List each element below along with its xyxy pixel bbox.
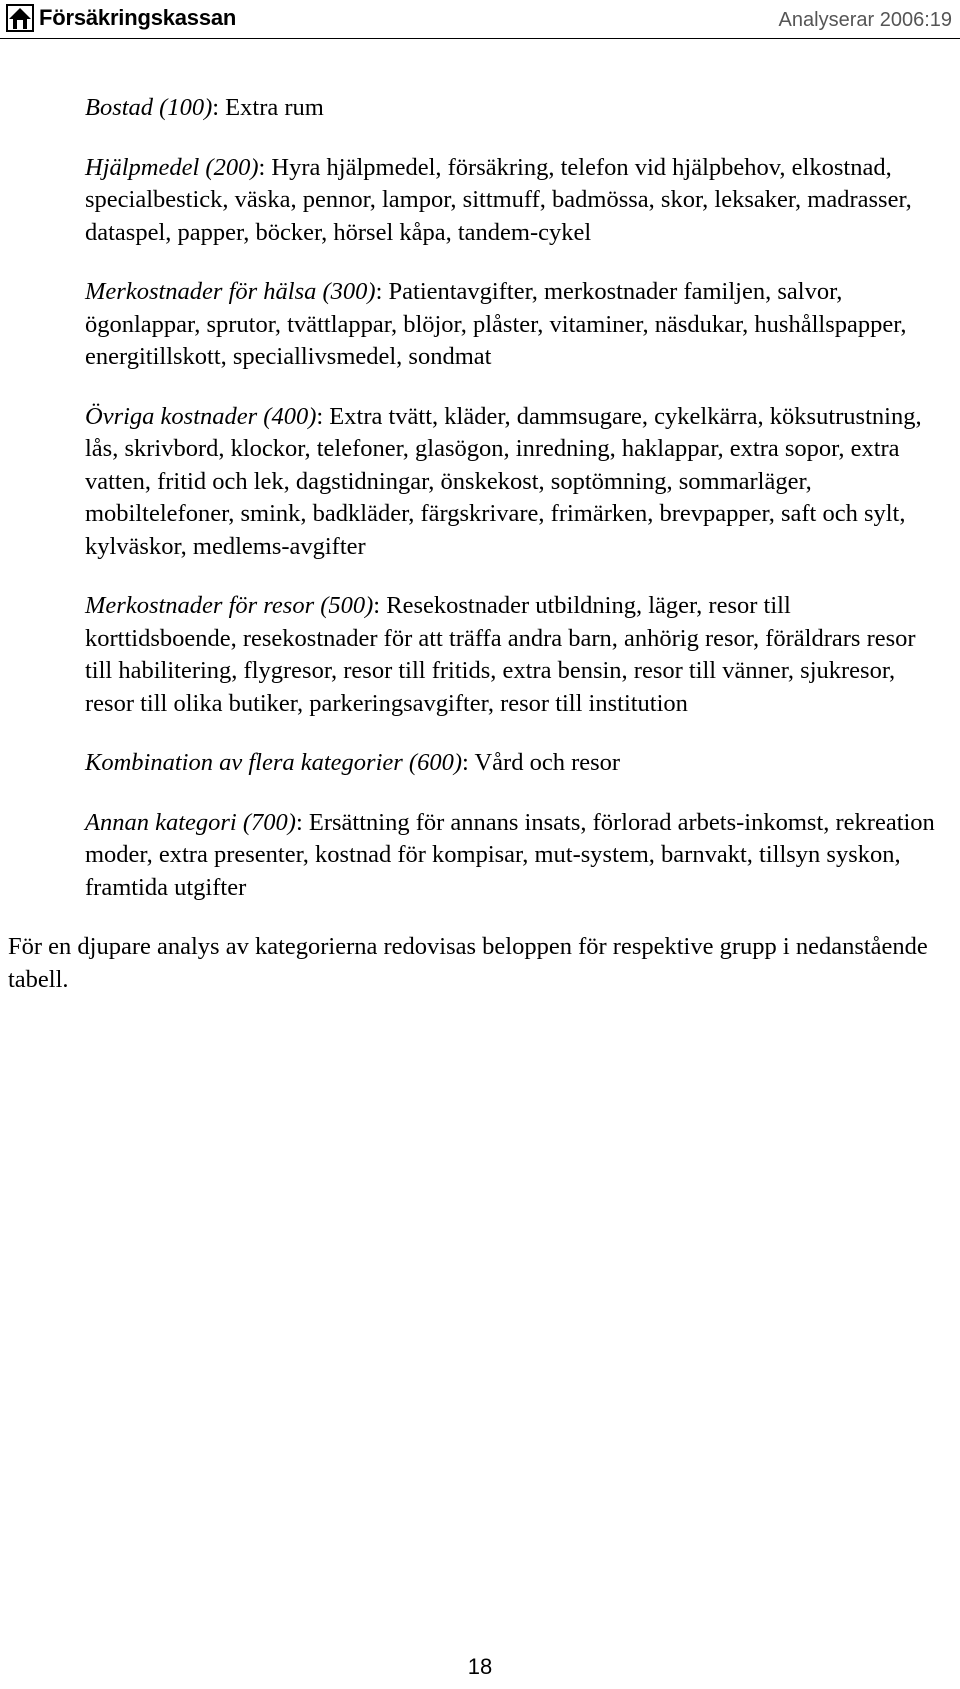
category-item [0, 92, 960, 125]
category-name: Kombination av flera kategorier (600) [85, 749, 462, 776]
page-header [0, 0, 960, 38]
logo-text: Försäkringskassan [39, 5, 237, 30]
house-logo-icon [6, 4, 34, 32]
category-description: : Extra rum [212, 94, 324, 121]
category-item [0, 276, 960, 374]
category-description: : Extra tvätt, kläder, dammsugare, cykelkärra, köksutrustning, lås, skrivbord, klockor, telefoner, glasögon, inredning, haklappar, extra sopor, extra vatten, fritid och lek, dagstidningar, önskekost, soptömning, sommarläger, mobiltelefoner, smink, badkläder, färgskrivare, frimärken, brevpapper, saft och sylt, kylväskor, medlems-avgifter [85, 402, 922, 560]
category-item [0, 401, 960, 564]
header-divider [0, 38, 960, 39]
category-description: : Vård och resor [461, 749, 621, 776]
category-name: Bostad (100) [85, 94, 213, 121]
closing-paragraph: För en djupare analys av kategorierna redovisas beloppen för respektive grupp i nedanstående tabell. [8, 933, 928, 993]
category-description: : Resekostnader utbildning, läger, resor till korttidsboende, resekostnader för att träffa andra barn, anhörig resor, föräldrars resor till habilitering, flygresor, resor till fritids, extra bensin, resor till vänner, sjukresor, resor till olika butiker, parkeringsavgifter, resor till institution [85, 592, 916, 717]
category-item [0, 747, 960, 780]
category-description: : Hyra hjälpmedel, försäkring, telefon vid hjälpbehov, elkostnad, specialbestick, väska, pennor, lampor, sittmuff, badmössa, skor, leksaker, madrasser, dataspel, papper, böcker, hörsel kåpa, tandem-cykel [85, 153, 912, 246]
document-body [0, 92, 960, 996]
category-item [0, 152, 960, 250]
document-id: Analyserar 2006:19 [778, 9, 952, 31]
category-description: : Ersättning för annans insats, förlorad arbets-inkomst, rekreation moder, extra presenter, kostnad för kompisar, mut-system, barnvakt, tillsyn syskon, framtida utgifter [85, 808, 935, 901]
page-number: 18 [467, 1654, 493, 1679]
category-name: Merkostnader för resor (500) [85, 592, 374, 619]
category-item [0, 807, 960, 905]
category-item [0, 590, 960, 720]
category-name: Övriga kostnader (400) [85, 402, 317, 430]
logo [6, 4, 236, 32]
category-description: : Patientavgifter, merkostnader familjen, salvor, ögonlappar, sprutor, tvättlappar, blöjor, plåster, vitaminer, näsdukar, hushållspapper, energitillskott, speciallivsmedel, sondmat [85, 278, 907, 370]
category-name: Hjälpmedel (200) [85, 153, 259, 181]
category-name: Annan kategori (700) [85, 808, 296, 836]
category-name: Merkostnader för hälsa (300) [85, 278, 376, 305]
